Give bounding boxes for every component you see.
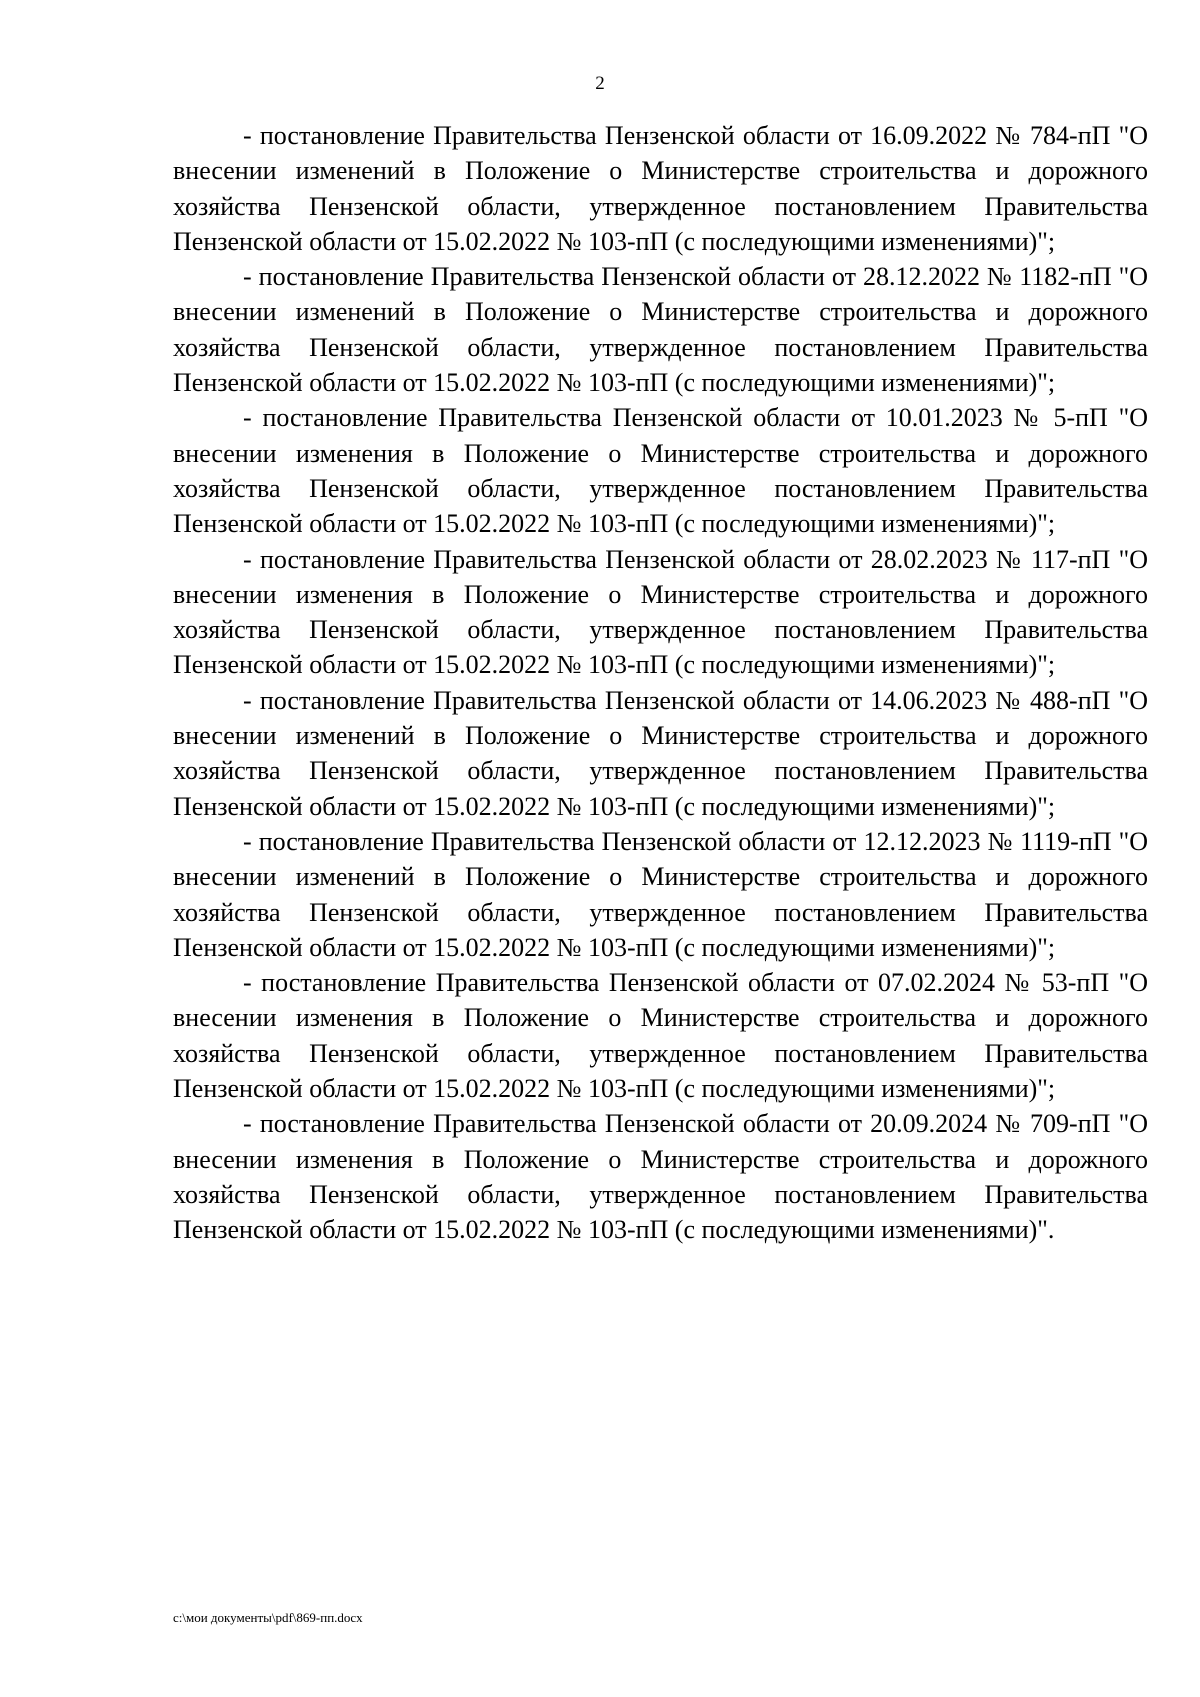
resolution-list-item: - постановление Правительства Пензенской области от 07.02.2024 № 53-пП "О внесении изменения в Положение о Министерстве строительства и дорожного хозяйства Пензенской области, утвержденное постановлением Правительства Пензенской области от 15.02.2022 № 103-пП (с последующими изменениями)"; xyxy=(173,968,1148,1104)
resolution-list-item: - постановление Правительства Пензенской области от 16.09.2022 № 784-пП "О внесении изменений в Положение о Министерстве строительства и дорожного хозяйства Пензенской области, утвержденное постановлением Правительства Пензенской области от 15.02.2022 № 103-пП (с последующими изменениями)"; xyxy=(173,121,1148,256)
resolution-list-item: - постановление Правительства Пензенской области от 28.12.2022 № 1182-пП "О внесении изменений в Положение о Министерстве строительства и дорожного хозяйства Пензенской области, утвержденное постановлением Правительства Пензенской области от 15.02.2022 № 103-пП (с последующими изменениями)"; xyxy=(173,262,1148,398)
document-body xyxy=(173,118,1148,1248)
resolution-list-item: - постановление Правительства Пензенской области от 10.01.2023 № 5-пП "О внесении изменения в Положение о Министерстве строительства и дорожного хозяйства Пензенской области, утвержденное постановлением Правительства Пензенской области от 15.02.2022 № 103-пП (с последующими изменениями)"; xyxy=(173,403,1148,539)
page-number: 2 xyxy=(595,73,605,94)
resolution-list-item: - постановление Правительства Пензенской области от 20.09.2024 № 709-пП "О внесении изменения в Положение о Министерстве строительства и дорожного хозяйства Пензенской области, утвержденное постановлением Правительства Пензенской области от 15.02.2022 № 103-пП (с последующими изменениями)". xyxy=(173,1109,1148,1245)
resolution-list-item: - постановление Правительства Пензенской области от 14.06.2023 № 488-пП "О внесении изменений в Положение о Министерстве строительства и дорожного хозяйства Пензенской области, утвержденное постановлением Правительства Пензенской области от 15.02.2022 № 103-пП (с последующими изменениями)"; xyxy=(173,685,1148,821)
footer-file-path: c:\мои документы\pdf\869-пп.docx xyxy=(173,1610,363,1625)
resolution-list-item: - постановление Правительства Пензенской области от 28.02.2023 № 117-пП "О внесении изменения в Положение о Министерстве строительства и дорожного хозяйства Пензенской области, утвержденное постановлением Правительства Пензенской области от 15.02.2022 № 103-пП (с последующими изменениями)"; xyxy=(173,544,1148,680)
resolution-list-item: - постановление Правительства Пензенской области от 12.12.2023 № 1119-пП "О внесении изменений в Положение о Министерстве строительства и дорожного хозяйства Пензенской области, утвержденное постановлением Правительства Пензенской области от 15.02.2022 № 103-пП (с последующими изменениями)"; xyxy=(173,826,1148,962)
